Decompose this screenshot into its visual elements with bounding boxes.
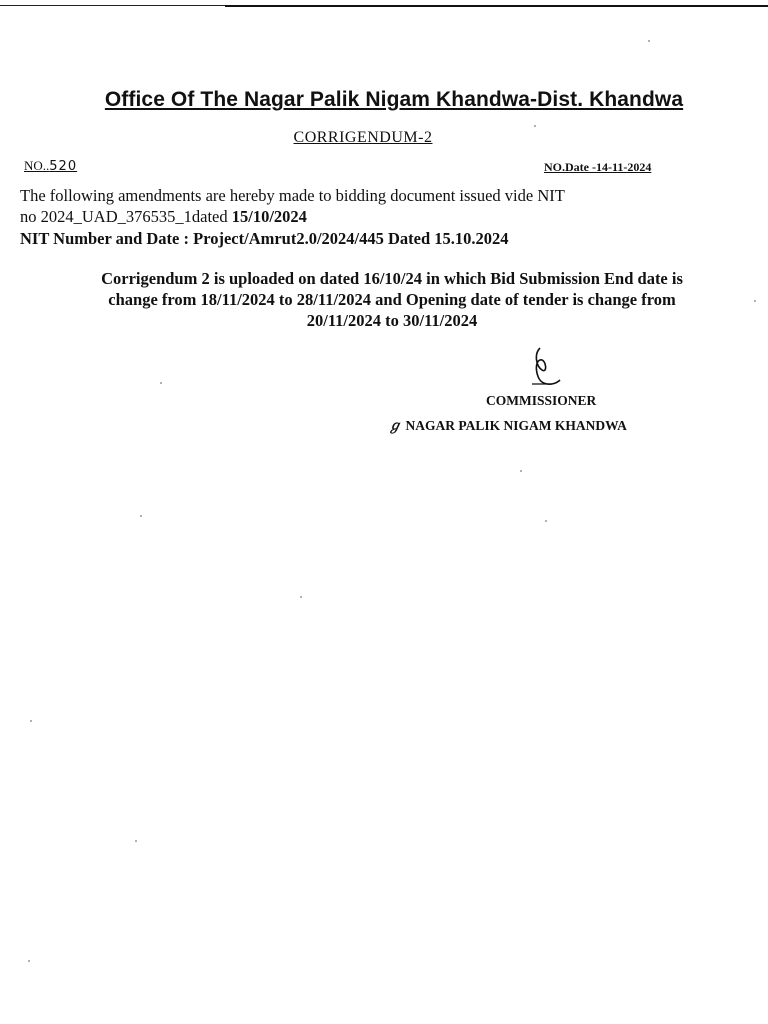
scan-speck	[135, 840, 137, 842]
scan-speck	[300, 596, 302, 598]
reference-number-label: NO..	[24, 158, 50, 173]
scan-speck	[754, 300, 756, 302]
notice-line-1: Corrigendum 2 is uploaded on dated 16/10/24 in which Bid Submission End date is	[101, 269, 683, 288]
office-title: Office Of The Nagar Palik Nigam Khandwa-Dist. Khandwa	[104, 88, 684, 111]
nit-reference-text: no 2024_UAD_376535_1dated	[20, 207, 232, 226]
scan-speck	[30, 720, 32, 722]
notice-line-2: change from 18/11/2024 to 28/11/2024 and Opening date of tender is change from	[108, 290, 676, 309]
scan-speck	[545, 520, 547, 522]
signatory-organization: NAGAR PALIK NIGAM KHANDWA	[405, 418, 627, 433]
reference-number	[24, 158, 77, 174]
scan-speck	[28, 960, 30, 962]
nit-reference-line	[20, 207, 307, 227]
signature-icon	[528, 344, 562, 390]
nit-number-line: NIT Number and Date : Project/Amrut2.0/2024/445 Dated 15.10.2024	[20, 229, 509, 248]
top-border-line-thick	[225, 5, 768, 7]
nit-reference-date: 15/10/2024	[231, 207, 307, 226]
corrigendum-notice	[20, 268, 764, 331]
scan-speck	[648, 40, 650, 42]
initial-mark: ℊ	[388, 418, 402, 433]
notice-line-3: 20/11/2024 to 30/11/2024	[306, 311, 478, 330]
signatory-organization-line	[388, 414, 627, 434]
scan-speck	[140, 515, 142, 517]
scan-speck	[520, 470, 522, 472]
reference-number-value: 520	[49, 159, 78, 174]
amendment-intro-line: The following amendments are hereby made to bidding document issued vide NIT	[20, 186, 565, 205]
scan-speck	[160, 382, 162, 384]
reference-date: NO.Date -14-11-2024	[544, 160, 652, 174]
signatory-designation: COMMISSIONER	[486, 393, 597, 408]
scan-speck	[534, 125, 536, 127]
corrigendum-title: CORRIGENDUM-2	[293, 129, 433, 146]
